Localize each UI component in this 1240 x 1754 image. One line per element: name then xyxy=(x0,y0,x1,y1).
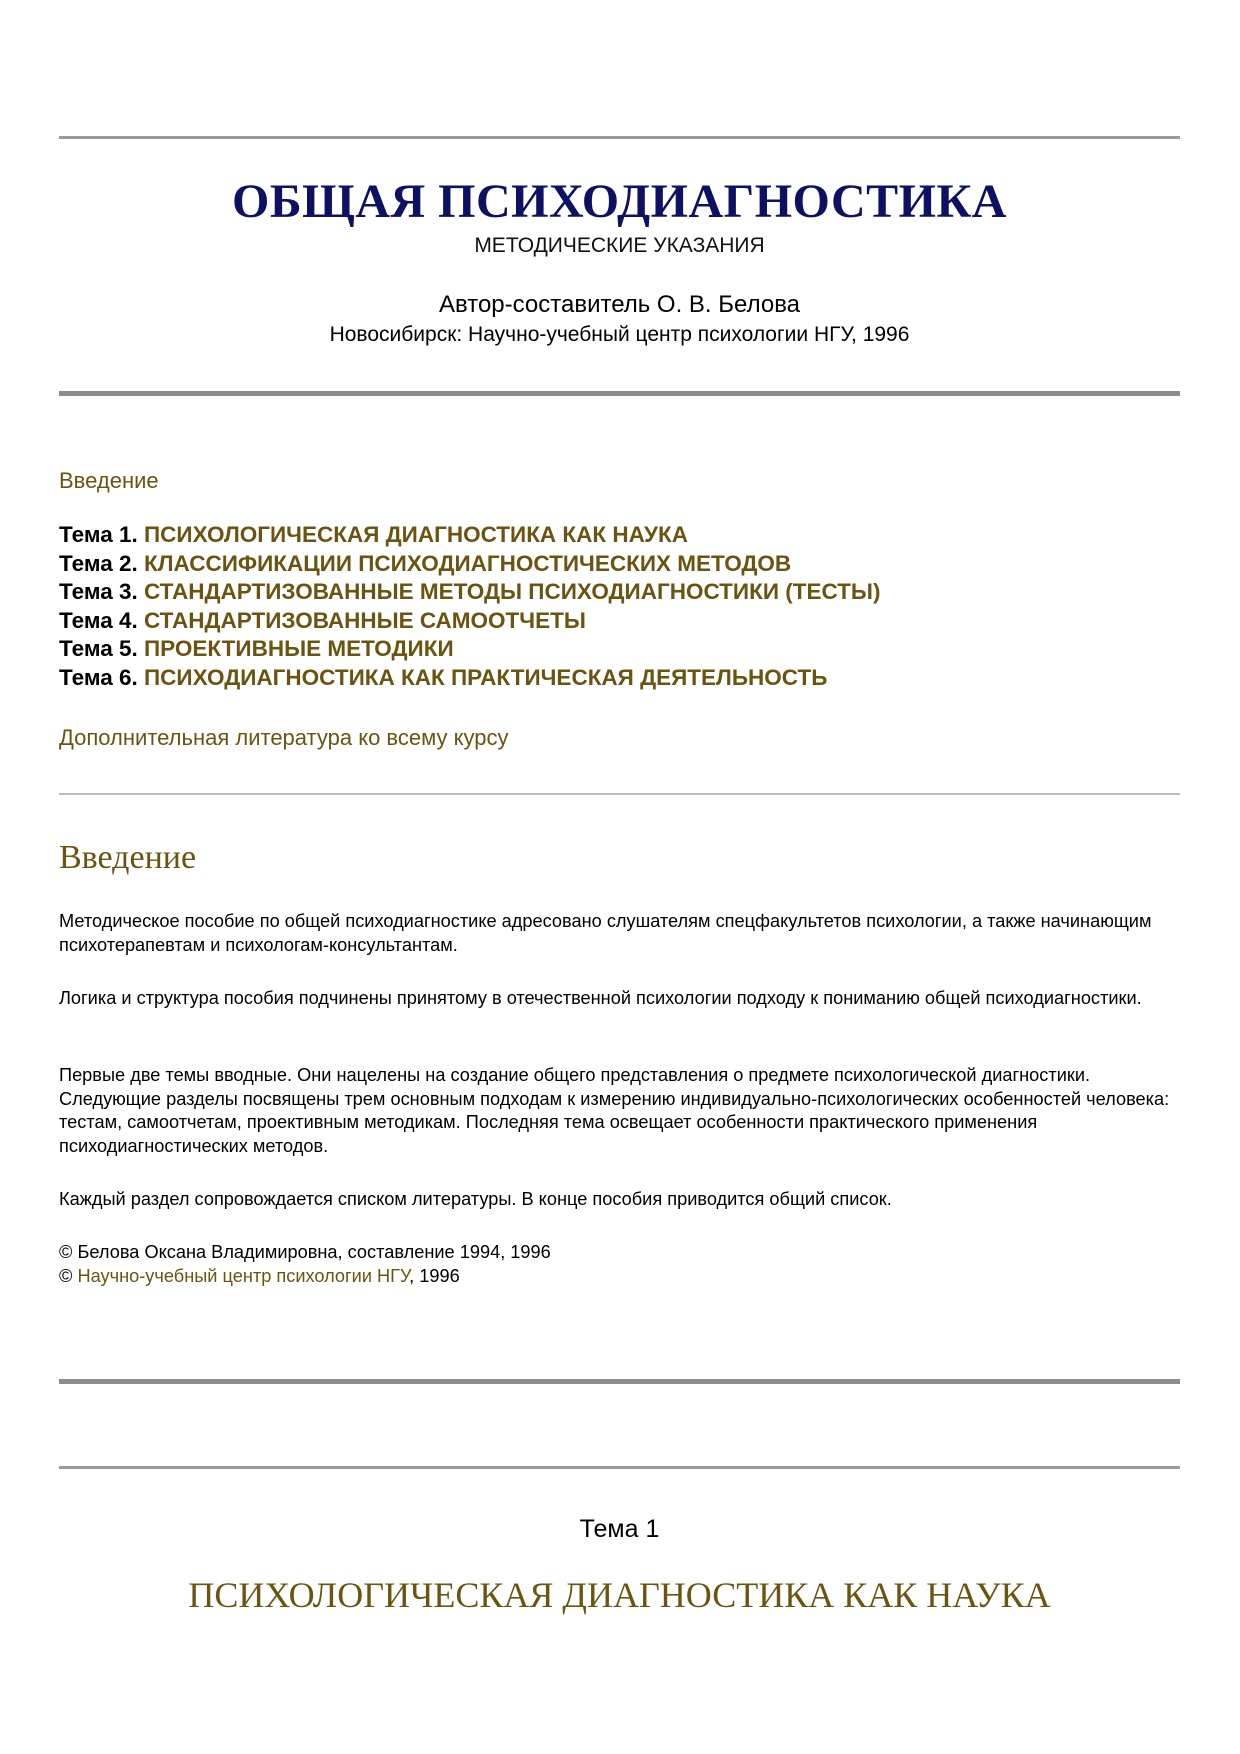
toc-item xyxy=(59,578,1180,607)
intro-paragraph: Первые две темы вводные. Они нацелены на создание общего представления о предмете психологической диагностики. Следующие разделы посвящены трем основным подходам к измерению индивидуально-психологических особенностей человека: тестам, самоотчетам, проективным методикам. Последняя тема освещает особенности практического применения психодиагностических методов. xyxy=(59,1065,1170,1156)
intro-paragraph: Логика и структура пособия подчинены принятому в отечественной психологии подходу к пониманию общей психодиагностики. xyxy=(59,988,1142,1008)
toc-link-literature[interactable]: Дополнительная литература ко всему курсу xyxy=(59,725,509,750)
toc-item xyxy=(59,635,1180,664)
toc-link-intro[interactable]: Введение xyxy=(59,468,159,493)
top-divider xyxy=(59,136,1180,139)
toc-link-topic-4[interactable]: СТАНДАРТИЗОВАННЫЕ САМООТЧЕТЫ xyxy=(143,607,586,633)
document-title: ОБЩАЯ ПСИХОДИАГНОСТИКА xyxy=(232,175,1007,228)
topic-title: ПСИХОЛОГИЧЕСКАЯ ДИАГНОСТИКА КАК НАУКА xyxy=(188,1575,1051,1615)
intro-paragraph: Методическое пособие по общей психодиагностике адресовано слушателям спецфакультетов психологии, а также начинающим психотерапевтам и психологам-консультантам. xyxy=(59,911,1152,955)
section-end-divider xyxy=(59,1379,1180,1384)
toc-link-topic-6[interactable]: ПСИХОДИАГНОСТИКА КАК ПРАКТИЧЕСКАЯ ДЕЯТЕЛЬНОСТЬ xyxy=(143,664,828,690)
intro-heading: Введение xyxy=(59,839,197,876)
topic-label: Тема 1 xyxy=(579,1515,660,1543)
toc-link-topic-1[interactable]: ПСИХОЛОГИЧЕСКАЯ ДИАГНОСТИКА КАК НАУКА xyxy=(143,522,689,547)
toc-list xyxy=(59,521,1180,693)
publisher-link[interactable]: Научно-учебный центр психологии НГУ xyxy=(77,1266,410,1286)
toc-item-number: Тема 3. xyxy=(59,579,138,605)
toc-item xyxy=(59,607,1180,636)
toc-item xyxy=(59,550,1180,579)
toc-item-number: Тема 2. xyxy=(59,550,138,576)
toc-link-topic-3[interactable]: СТАНДАРТИЗОВАННЫЕ МЕТОДЫ ПСИХОДИАГНОСТИКИ (ТЕСТЫ) xyxy=(143,579,881,605)
copyright-author: © Белова Оксана Владимировна, составление 1994, 1996 xyxy=(59,1242,551,1262)
toc-item-number: Тема 1. xyxy=(59,522,138,547)
copyright-block xyxy=(59,1240,551,1288)
document-subtitle: МЕТОДИЧЕСКИЕ УКАЗАНИЯ xyxy=(474,234,765,257)
toc-link-topic-5[interactable]: ПРОЕКТИВНЫЕ МЕТОДИКИ xyxy=(143,636,454,662)
toc-item-number: Тема 6. xyxy=(59,664,138,690)
author-line: Автор-составитель О. В. Белова xyxy=(438,291,801,318)
copyright-year: , 1996 xyxy=(409,1266,460,1286)
header-divider xyxy=(59,391,1180,396)
toc-item xyxy=(59,664,1180,693)
toc-item xyxy=(59,521,1180,550)
publisher-line: Новосибирск: Научно-учебный центр психологии НГУ, 1996 xyxy=(329,323,910,346)
toc-item-number: Тема 5. xyxy=(59,636,138,662)
copyright-sign: © xyxy=(59,1266,78,1286)
topic-divider xyxy=(59,1466,1180,1469)
toc-link-topic-2[interactable]: КЛАССИФИКАЦИИ ПСИХОДИАГНОСТИЧЕСКИХ МЕТОДОВ xyxy=(143,550,792,576)
toc-item-number: Тема 4. xyxy=(59,607,138,633)
intro-paragraph: Каждый раздел сопровождается списком литературы. В конце пособия приводится общий список. xyxy=(59,1189,892,1209)
toc-divider xyxy=(59,793,1180,795)
copyright-publisher xyxy=(59,1264,551,1288)
